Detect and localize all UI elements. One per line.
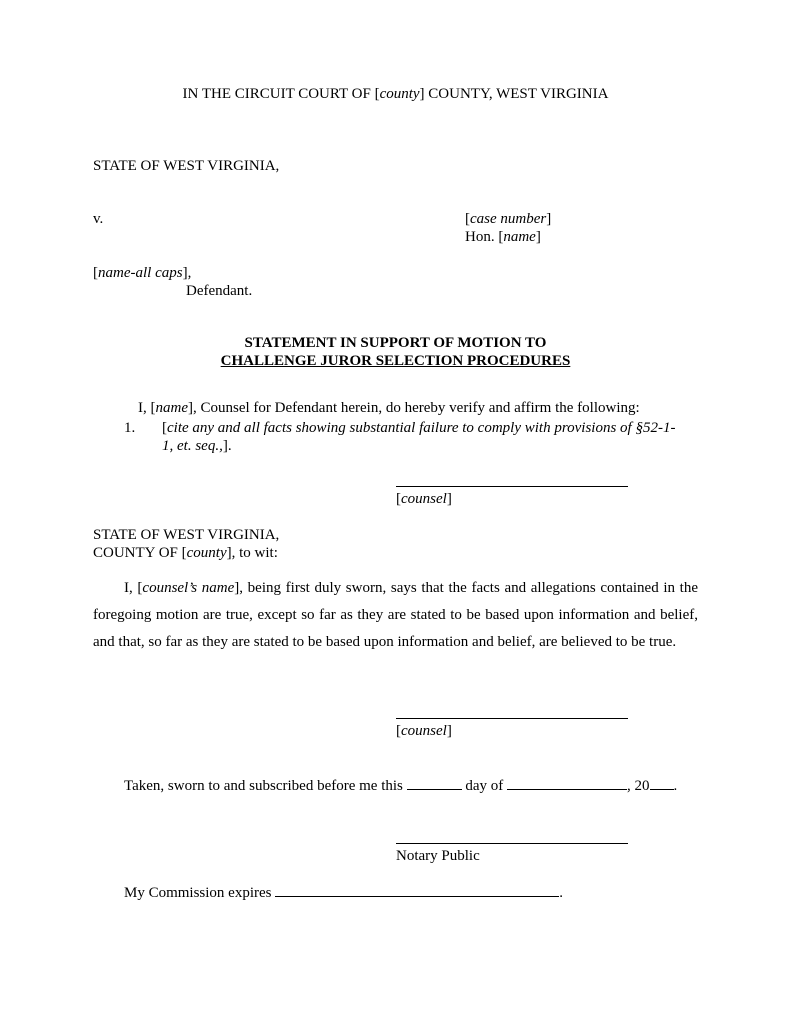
item-number: 1. [124, 420, 136, 436]
court-heading: IN THE CIRCUIT COURT OF [county] COUNTY, WEST VIRGINIA [182, 86, 609, 102]
versus: v. [93, 211, 104, 227]
defendant-name: [name-all caps], [93, 265, 192, 281]
signature-line-2 [396, 718, 628, 719]
venue-county: COUNTY OF [county], to wit: [93, 545, 278, 561]
commission-expires: My Commission expires . [124, 885, 564, 901]
case-number: [case number] [465, 211, 552, 227]
venue-state: STATE OF WEST VIRGINIA, [93, 527, 280, 543]
notary-signature-line [396, 843, 628, 844]
item1-line2: 1, et. seq.,]. [162, 438, 232, 454]
document-title-line2: CHALLENGE JUROR SELECTION PROCEDURES [220, 353, 571, 369]
signature-line-1 [396, 486, 628, 487]
defendant-label: Defendant. [186, 283, 253, 299]
judge-name: Hon. [name] [465, 229, 541, 245]
month-blank[interactable] [507, 776, 627, 790]
year-blank[interactable] [650, 776, 674, 790]
commission-date-blank[interactable] [275, 883, 559, 897]
counsel-signature-label-1: [counsel] [396, 491, 452, 507]
oath-paragraph: I, [counsel’s name], being first duly sworn, says that the facts and allegations contained in the foregoing motion are true, except so far as they are stated to be based upon information and belief, and that, so far as they are stated to be based upon information and belief, are believed to be true. [93, 580, 698, 650]
day-blank[interactable] [407, 776, 462, 790]
notary-label: Notary Public [396, 848, 480, 864]
counsel-signature-label-2: [counsel] [396, 723, 452, 739]
county-placeholder: county [379, 86, 420, 102]
sworn-statement: Taken, sworn to and subscribed before me this day of , 20 . [124, 778, 678, 794]
document-title-line1: STATEMENT IN SUPPORT OF MOTION TO [244, 335, 547, 351]
item1-line1: [cite any and all facts showing substantial failure to comply with provisions of §52-1- [162, 420, 676, 436]
intro-statement: I, [name], Counsel for Defendant herein, do hereby verify and affirm the following: [138, 400, 640, 416]
plaintiff-name: STATE OF WEST VIRGINIA, [93, 158, 280, 174]
